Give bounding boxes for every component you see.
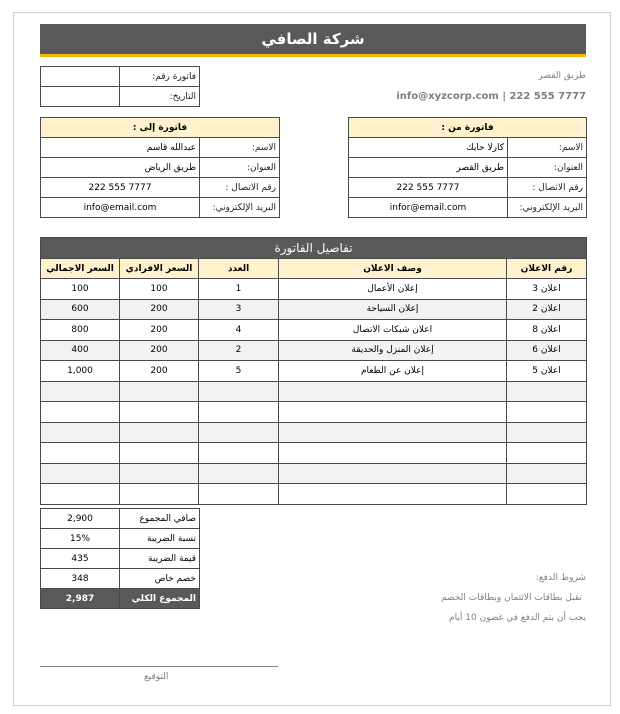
empty-cell[interactable] [507, 443, 587, 464]
empty-cell[interactable] [199, 484, 279, 505]
item-qty[interactable]: 2 [199, 340, 279, 361]
table-row [41, 299, 587, 320]
item-total[interactable]: 600 [41, 299, 120, 320]
empty-cell[interactable] [120, 484, 199, 505]
empty-cell[interactable] [199, 463, 279, 484]
empty-cell[interactable] [199, 422, 279, 443]
tax-amount-value: 435 [41, 549, 120, 569]
table-row [41, 340, 587, 361]
totals-table [40, 508, 200, 609]
invoice-number-label: فاتورة رقم: [120, 67, 200, 87]
empty-cell[interactable] [507, 422, 587, 443]
empty-cell[interactable] [120, 422, 199, 443]
invoice-date-label: التاريخ: [120, 87, 200, 107]
invoice-meta-table [40, 66, 200, 107]
bill-to-address-value[interactable]: طريق الرياض [41, 158, 200, 178]
tax-amount-label: قيمة الضريبة [120, 549, 200, 569]
bill-from-address-label: العنوان: [508, 158, 587, 178]
empty-cell[interactable] [199, 381, 279, 402]
bill-from-address-value[interactable]: طريق القصر [349, 158, 508, 178]
item-code[interactable]: اعلان 6 [507, 340, 587, 361]
invoice-number-value[interactable] [41, 67, 120, 87]
empty-cell[interactable] [41, 463, 120, 484]
item-description[interactable]: إعلان المنزل والحديقة [279, 340, 507, 361]
bill-to-name-value[interactable]: عبدالله قاسم [41, 138, 200, 158]
item-description[interactable]: إعلان عن الطعام [279, 361, 507, 382]
empty-row [41, 443, 587, 464]
tax-rate-value[interactable]: 15% [41, 529, 120, 549]
item-code[interactable]: اعلان 5 [507, 361, 587, 382]
item-unit-price[interactable]: 200 [120, 299, 199, 320]
bill-to-name-label: الاسم: [200, 138, 280, 158]
company-address: طريق القصر [538, 71, 586, 81]
empty-cell[interactable] [120, 381, 199, 402]
signature-label: التوقيع [144, 672, 169, 682]
empty-cell[interactable] [279, 463, 507, 484]
bill-to-address-label: العنوان: [200, 158, 280, 178]
empty-row [41, 463, 587, 484]
bill-from-email-label: البريد الإلكتروني: [508, 198, 587, 218]
empty-cell[interactable] [120, 463, 199, 484]
empty-cell[interactable] [41, 422, 120, 443]
item-total[interactable]: 100 [41, 279, 120, 300]
bill-to-phone-value[interactable]: 222 555 7777 [41, 178, 200, 198]
subtotal-value: 2,900 [41, 509, 120, 529]
empty-cell[interactable] [279, 381, 507, 402]
invoice-details-heading: تفاصيل الفاتورة [41, 238, 587, 259]
empty-row [41, 484, 587, 505]
empty-cell[interactable] [199, 443, 279, 464]
empty-cell[interactable] [120, 443, 199, 464]
empty-cell[interactable] [279, 484, 507, 505]
bill-to-email-value[interactable]: info@email.com [41, 198, 200, 218]
empty-cell[interactable] [507, 484, 587, 505]
payment-terms-line-2: يجب أن يتم الدفع في غضون 10 أيام [449, 613, 586, 623]
item-description[interactable]: اعلان شبكات الاتصال [279, 320, 507, 341]
bill-from-name-label: الاسم: [508, 138, 587, 158]
invoice-page [13, 12, 611, 706]
invoice-date-value[interactable] [41, 87, 120, 107]
item-total[interactable]: 800 [41, 320, 120, 341]
company-contact: info@xyzcorp.com | 222 555 7777 [396, 91, 586, 102]
column-header-description: وصف الاعلان [279, 259, 507, 279]
bill-from-table [348, 117, 587, 218]
item-code[interactable]: اعلان 8 [507, 320, 587, 341]
payment-terms-line-1: تقبل بطاقات الائتمان وبطاقات الخصم [441, 593, 582, 603]
company-title: شركة الصافي [40, 24, 586, 57]
empty-cell[interactable] [507, 402, 587, 423]
item-code[interactable]: اعلان 3 [507, 279, 587, 300]
bill-to-email-label: البريد الإلكتروني: [200, 198, 280, 218]
empty-row [41, 381, 587, 402]
invoice-details-table [40, 237, 587, 505]
column-header-code: رقم الاعلان [507, 259, 587, 279]
bill-from-phone-value[interactable]: 222 555 7777 [349, 178, 508, 198]
item-total[interactable]: 400 [41, 340, 120, 361]
empty-cell[interactable] [507, 381, 587, 402]
column-header-unit-price: السعر الافرادي [120, 259, 199, 279]
item-qty[interactable]: 5 [199, 361, 279, 382]
empty-row [41, 402, 587, 423]
bill-from-name-value[interactable]: كارلا حايك [349, 138, 508, 158]
empty-cell[interactable] [41, 402, 120, 423]
empty-cell[interactable] [120, 402, 199, 423]
item-description[interactable]: إعلان الأعمال [279, 279, 507, 300]
empty-cell[interactable] [507, 463, 587, 484]
empty-cell[interactable] [41, 381, 120, 402]
payment-terms-heading: شروط الدفع: [535, 573, 586, 583]
grand-total-value: 2,987 [41, 589, 120, 609]
empty-cell[interactable] [279, 402, 507, 423]
bill-from-phone-label: رقم الاتصال : [508, 178, 587, 198]
item-unit-price[interactable]: 100 [120, 279, 199, 300]
item-code[interactable]: اعلان 2 [507, 299, 587, 320]
item-unit-price[interactable]: 200 [120, 361, 199, 382]
item-unit-price[interactable]: 200 [120, 340, 199, 361]
bill-to-heading: فاتورة إلى : [41, 118, 280, 138]
item-qty[interactable]: 3 [199, 299, 279, 320]
bill-to-table [40, 117, 280, 218]
empty-row [41, 422, 587, 443]
discount-label: خصم خاص [120, 569, 200, 589]
item-unit-price[interactable]: 200 [120, 320, 199, 341]
item-total[interactable]: 1,000 [41, 361, 120, 382]
discount-value[interactable]: 348 [41, 569, 120, 589]
item-qty[interactable]: 4 [199, 320, 279, 341]
bill-from-heading: فاتورة من : [349, 118, 587, 138]
empty-cell[interactable] [41, 484, 120, 505]
bill-from-email-value[interactable]: infor@email.com [349, 198, 508, 218]
item-qty[interactable]: 1 [199, 279, 279, 300]
empty-cell[interactable] [279, 422, 507, 443]
table-row [41, 279, 587, 300]
empty-cell[interactable] [279, 443, 507, 464]
grand-total-label: المجموع الكلي [120, 589, 200, 609]
table-row [41, 320, 587, 341]
empty-cell[interactable] [41, 443, 120, 464]
item-description[interactable]: إعلان السياحة [279, 299, 507, 320]
table-row [41, 361, 587, 382]
column-header-total: السعر الاجمالي [41, 259, 120, 279]
subtotal-label: صافي المجموع [120, 509, 200, 529]
tax-rate-label: نسبة الضريبة [120, 529, 200, 549]
empty-cell[interactable] [199, 402, 279, 423]
bill-to-phone-label: رقم الاتصال : [200, 178, 280, 198]
signature-line [40, 666, 278, 667]
column-header-qty: العدد [199, 259, 279, 279]
